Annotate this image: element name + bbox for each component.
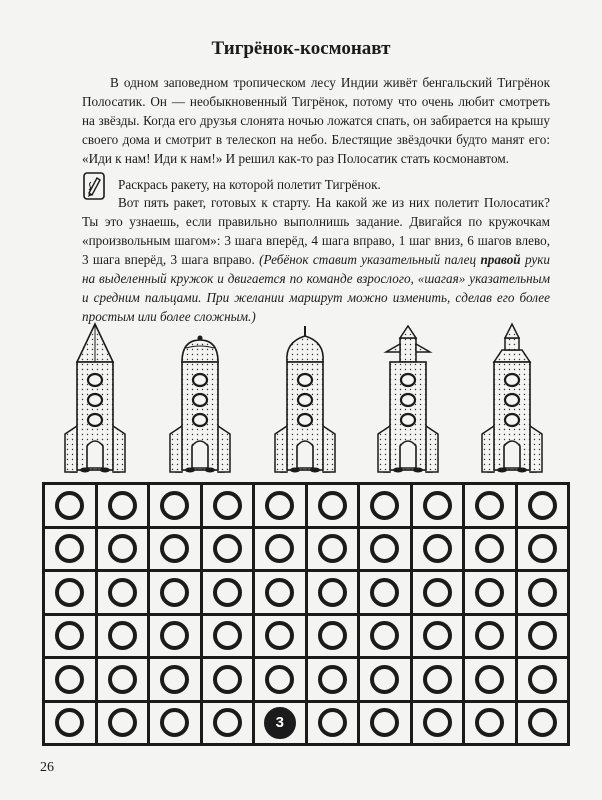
grid-circle (108, 621, 137, 650)
grid-cell[interactable] (203, 659, 253, 700)
grid-cell[interactable] (518, 616, 568, 657)
grid-circle (475, 665, 504, 694)
grid-cell[interactable] (465, 703, 515, 744)
grid-circle (108, 491, 137, 520)
grid-circle (370, 708, 399, 737)
grid-cell[interactable] (150, 572, 200, 613)
grid-cell[interactable] (308, 572, 358, 613)
grid-cell[interactable] (150, 529, 200, 570)
grid-circle (213, 534, 242, 563)
grid-circle (318, 534, 347, 563)
grid-cell[interactable] (45, 572, 95, 613)
task-title: Раскрась ракету, на которой полетит Тигрёнок. (118, 177, 381, 192)
grid-circle (475, 621, 504, 650)
grid-cell[interactable] (98, 485, 148, 526)
grid-circle (55, 621, 84, 650)
grid-circle (370, 534, 399, 563)
grid-cell[interactable] (308, 703, 358, 744)
grid-circle (160, 534, 189, 563)
grid-cell[interactable] (465, 485, 515, 526)
grid-circle (108, 534, 137, 563)
grid-cell[interactable] (45, 659, 95, 700)
grid-circle (160, 491, 189, 520)
grid-cell[interactable] (308, 485, 358, 526)
grid-cell[interactable] (360, 485, 410, 526)
grid-cell[interactable] (518, 485, 568, 526)
grid-cell[interactable] (413, 572, 463, 613)
grid-circle (423, 534, 452, 563)
grid-cell[interactable] (360, 659, 410, 700)
grid-cell[interactable] (360, 572, 410, 613)
grid-cell[interactable] (203, 616, 253, 657)
task-instructions (82, 193, 550, 326)
grid-circle (528, 578, 557, 607)
grid-circle (265, 621, 294, 650)
grid-circle (423, 578, 452, 607)
page-title: Тигрёнок-космонавт (211, 38, 391, 59)
grid-cell[interactable] (150, 616, 200, 657)
grid-circle (528, 491, 557, 520)
grid-cell[interactable] (518, 703, 568, 744)
grid-cell[interactable] (308, 616, 358, 657)
grid-cell[interactable] (413, 529, 463, 570)
grid-circle (265, 534, 294, 563)
grid-circle (370, 621, 399, 650)
grid-cell[interactable] (45, 703, 95, 744)
grid-cell[interactable] (203, 529, 253, 570)
grid-cell[interactable] (98, 529, 148, 570)
grid-circle (213, 665, 242, 694)
grid-circle (318, 665, 347, 694)
grid-cell[interactable] (465, 616, 515, 657)
grid-cell[interactable] (203, 572, 253, 613)
page-number: 26 (40, 760, 54, 775)
grid-cell[interactable] (98, 572, 148, 613)
grid-cell[interactable] (518, 529, 568, 570)
grid-circle (528, 665, 557, 694)
grid-cell[interactable] (518, 572, 568, 613)
grid-circle (55, 708, 84, 737)
rocket-spire (482, 324, 542, 473)
grid-circle (55, 578, 84, 607)
grid-cell[interactable] (518, 659, 568, 700)
grid-circle (160, 708, 189, 737)
rockets-row (40, 322, 580, 474)
grid-cell[interactable] (150, 485, 200, 526)
grid-circle (160, 665, 189, 694)
grid-circle (318, 621, 347, 650)
story-paragraph: В одном заповедном тропическом лесу Индии живёт бенгальский Тигрёнок Полосатик. Он — необыкновенный Тигрёнок, потому что очень любит смотреть на звёзды. Когда его друзья слонята ночью ложатся спать, он забирается на крышу своего дома и смотрит в телескоп на небо. Блестящие звёздочки будто манят его: «Иди к нам! Иди к нам!» И решил как-то раз Полосатик стать космонавтом. (82, 75, 550, 166)
rocket-dome (170, 336, 230, 473)
grid-cell[interactable] (255, 572, 305, 613)
circle-grid (42, 482, 570, 746)
grid-circle (318, 708, 347, 737)
grid-circle (370, 491, 399, 520)
grid-cell[interactable] (255, 485, 305, 526)
start-cell[interactable] (255, 703, 305, 744)
grid-cell[interactable] (465, 659, 515, 700)
grid-cell[interactable] (150, 703, 200, 744)
grid-circle (370, 665, 399, 694)
grid-cell[interactable] (308, 529, 358, 570)
grid-circle (528, 708, 557, 737)
grid-circle (108, 665, 137, 694)
grid-circle (370, 578, 399, 607)
grid-cell[interactable] (413, 703, 463, 744)
grid-cell[interactable] (45, 485, 95, 526)
grid-cell[interactable] (255, 616, 305, 657)
grid-circle (318, 578, 347, 607)
grid-circle (108, 578, 137, 607)
grid-circle (213, 491, 242, 520)
grid-circle (318, 491, 347, 520)
grid-cell[interactable] (308, 659, 358, 700)
grid-circle (423, 708, 452, 737)
grid-cell[interactable] (98, 703, 148, 744)
task-note-bold: правой (480, 252, 521, 267)
grid-cell[interactable] (360, 703, 410, 744)
grid-cell[interactable] (413, 659, 463, 700)
start-circle: 3 (264, 707, 296, 739)
grid-cell[interactable] (413, 485, 463, 526)
grid-cell[interactable] (98, 616, 148, 657)
grid-circle (475, 534, 504, 563)
grid-circle (55, 665, 84, 694)
grid-circle (475, 491, 504, 520)
grid-cell[interactable] (465, 529, 515, 570)
grid-cell[interactable] (203, 485, 253, 526)
grid-circle (265, 491, 294, 520)
grid-circle (108, 708, 137, 737)
grid-cell[interactable] (465, 572, 515, 613)
task-note: (Ребёнок ставит указательный палец правой руки на выделенный кружок и двигается по команде взрослого, «шагая» указательным и средним пальцами. При желании маршрут можно изменить, сделав его более простым или более сложным.) (82, 252, 550, 324)
grid-cell[interactable] (45, 616, 95, 657)
grid-cell[interactable] (255, 659, 305, 700)
grid-circle (265, 665, 294, 694)
grid-circle (265, 578, 294, 607)
grid-circle (528, 621, 557, 650)
rocket-onion (275, 326, 335, 473)
rocket-cone (65, 324, 125, 473)
grid-circle (528, 534, 557, 563)
rocket-tiered (378, 326, 438, 473)
grid-circle (55, 491, 84, 520)
grid-cell[interactable] (45, 529, 95, 570)
grid-cell[interactable] (360, 616, 410, 657)
task-body-text: Вот пять ракет, готовых к старту. На какой же из них полетит Полосатик? Ты это узнаешь, если правильно выполнишь задание. Двигайся по кружочкам «произвольным шагом»: 3 шага вперёд, 4 шага вправо, 1 шаг вниз, 6 шагов влево, 3 шага вперёд, 3 шага вправо. (82, 195, 550, 267)
grid-circle (213, 708, 242, 737)
grid-circle (160, 621, 189, 650)
grid-circle (213, 578, 242, 607)
grid-cell[interactable] (413, 616, 463, 657)
grid-circle (423, 665, 452, 694)
grid-cell[interactable] (98, 659, 148, 700)
grid-cell[interactable] (150, 659, 200, 700)
grid-circle (475, 708, 504, 737)
grid-cell[interactable] (360, 529, 410, 570)
grid-cell[interactable] (203, 703, 253, 744)
grid-circle (213, 621, 242, 650)
grid-circle (423, 491, 452, 520)
grid-cell[interactable] (255, 529, 305, 570)
grid-circle (475, 578, 504, 607)
grid-circle (423, 621, 452, 650)
grid-circle (55, 534, 84, 563)
grid-circle (160, 578, 189, 607)
